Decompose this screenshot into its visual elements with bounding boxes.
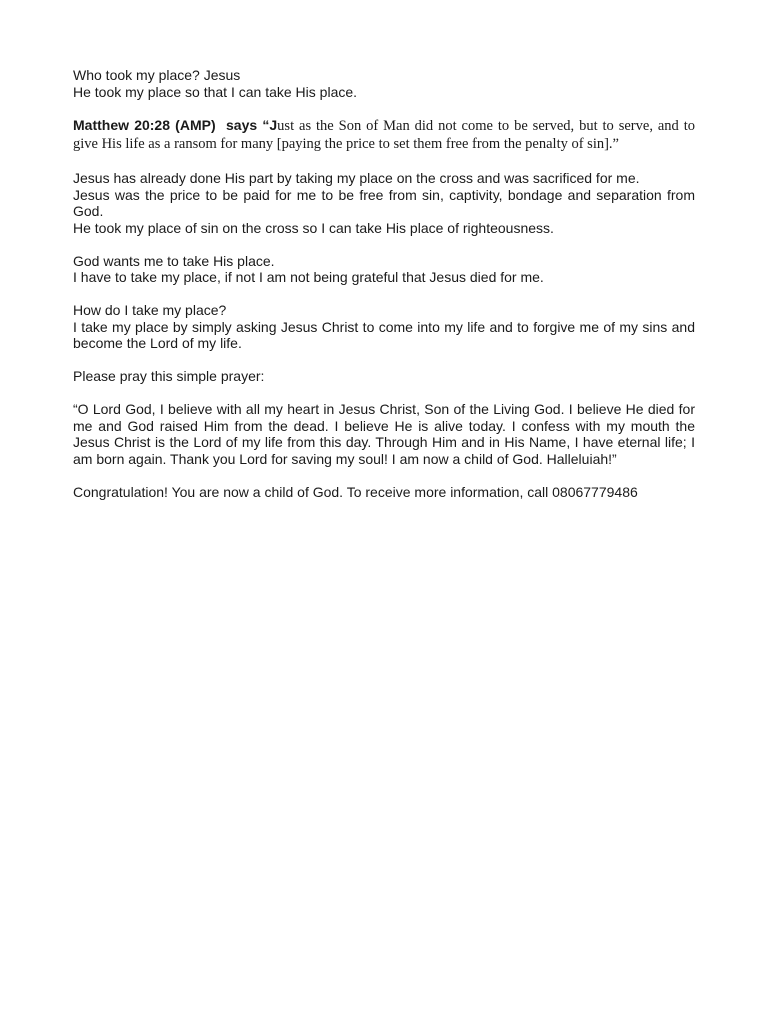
scripture-drop-letter: J [269,116,278,133]
intro-line-1: Who took my place? Jesus [73,67,241,83]
explanation-line-1: Jesus has already done His part by taking my place on the cross and was sacrificed for me. [73,170,640,186]
scripture-text: ust as the Son of Man did not come to be served, but to serve, and to give His life as a ransom for many [paying the price to set them free from the penalty of sin].” [73,117,696,152]
call-line-1: God wants me to take His place. [73,252,275,269]
scripture-open-quote: “ [262,116,270,133]
prayer-intro: Please pray this simple prayer: [73,368,265,384]
explanation-line-2: Jesus was the price to be paid for me to be free from sin, captivity, bondage and separation from God. [73,186,695,219]
scripture-reference: Matthew 20:28 (AMP) [73,116,216,133]
how-answer: I take my place by simply asking Jesus Christ to come into my life and to forgive me of my sins and become the Lord of my life. [73,318,695,351]
scripture-paragraph [73,117,695,154]
how-question: How do I take my place? [73,302,227,318]
scripture-says: says [226,116,258,133]
prayer-text: “O Lord God, I believe with all my heart in Jesus Christ, Son of the Living God. I believe He died for me and God raised Him from the dead. I believe He is alive today. I confess with my mouth the Jesus Christ is the Lord of my life from this day. Through Him and in His Name, I have eternal life; I am born again. Thank you Lord for saving my soul! I am now a child of God. Halleluiah!” [73,401,695,467]
call-line-2: I have to take my place, if not I am not being grateful that Jesus died for me. [73,269,544,285]
explanation-line-3: He took my place of sin on the cross so I can take His place of righteousness. [73,219,554,236]
intro-line-2: He took my place so that I can take His place. [73,83,358,100]
closing-text: Congratulation! You are now a child of God. To receive more information, call 08067779486 [73,483,638,500]
